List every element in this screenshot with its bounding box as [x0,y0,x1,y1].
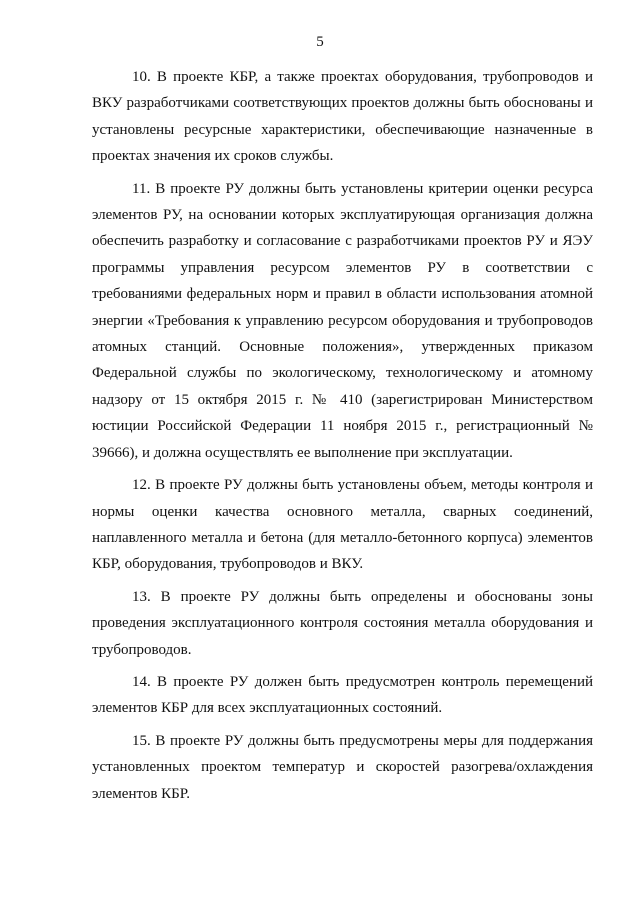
page-number: 5 [316,34,324,50]
paragraph-11: 11. В проекте РУ должны быть установлены критерии оценки ресурса элементов РУ, на основании которых эксплуатирующая организация должна обеспечить разработку и согласование с разработчиками проектов РУ и ЯЭУ программы управления ресурсом элементов РУ в соответствии с требованиями федеральных норм и правил в области использования атомной энергии «Требования к управлению ресурсом оборудования и трубопроводов атомных станций. Основные положения», утвержденных приказом Федеральной службы по экологическому, технологическому и атомному надзору от 15 октября 2015 г. № 410 (зарегистрирован Министерством юстиции Российской Федерации 11 ноября 2015 г., регистрационный № 39666), и должна осуществлять ее выполнение при эксплуатации. [92,180,593,461]
paragraph-15: 15. В проекте РУ должны быть предусмотрены меры для поддержания установленных проектом температур и скоростей разогрева/охлаждения элементов КБР. [92,732,593,802]
paragraph-12: 12. В проекте РУ должны быть установлены объем, методы контроля и нормы оценки качества основного металла, сварных соединений, наплавленного металла и бетона (для металло-бетонного корпуса) элементов КБР, оборудования, трубопроводов и ВКУ. [92,477,593,573]
paragraph-10: 10. В проекте КБР, а также проектах оборудования, трубопроводов и ВКУ разработчиками соответствующих проектов должны быть обоснованы и установлены ресурсные характеристики, обеспечивающие назначенные в проектах значения их сроков службы. [92,69,593,165]
document-body [92,64,593,813]
paragraph-13: 13. В проекте РУ должны быть определены и обоснованы зоны проведения эксплуатационного контроля состояния металла оборудования и трубопроводов. [92,588,593,658]
paragraph-14: 14. В проекте РУ должен быть предусмотрен контроль перемещений элементов КБР для всех эксплуатационных состояний. [92,673,593,717]
